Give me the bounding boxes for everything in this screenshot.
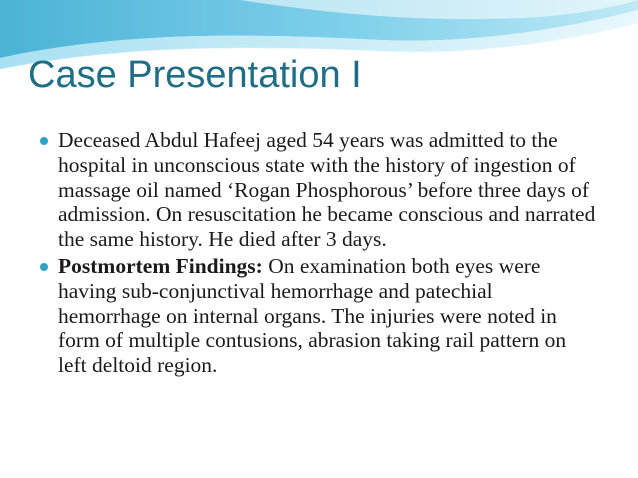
bullet-lead: Postmortem Findings: (58, 253, 263, 278)
bullet-text: On examination both eyes were having sub-conjunctival hemorrhage and patechial hemorrhage on internal organs. The injuries were noted in form of multiple contusions, abrasion taking rail pattern on left deltoid region. (58, 253, 567, 378)
bullet-dot-icon (40, 137, 48, 145)
bullet-dot-icon (40, 263, 48, 271)
slide-title: Case Presentation I (28, 54, 362, 96)
bullet-list (40, 128, 600, 380)
bullet-postmortem-findings (40, 254, 600, 378)
bullet-case-history (40, 128, 600, 252)
bullet-text: Deceased Abdul Hafeej aged 54 years was admitted to the hospital in unconscious state with the history of ingestion of massage oil named ‘Rogan Phosphorous’ before three days of admission. On resuscitation he became conscious and narrated the same history. He died after 3 days. (58, 128, 596, 252)
